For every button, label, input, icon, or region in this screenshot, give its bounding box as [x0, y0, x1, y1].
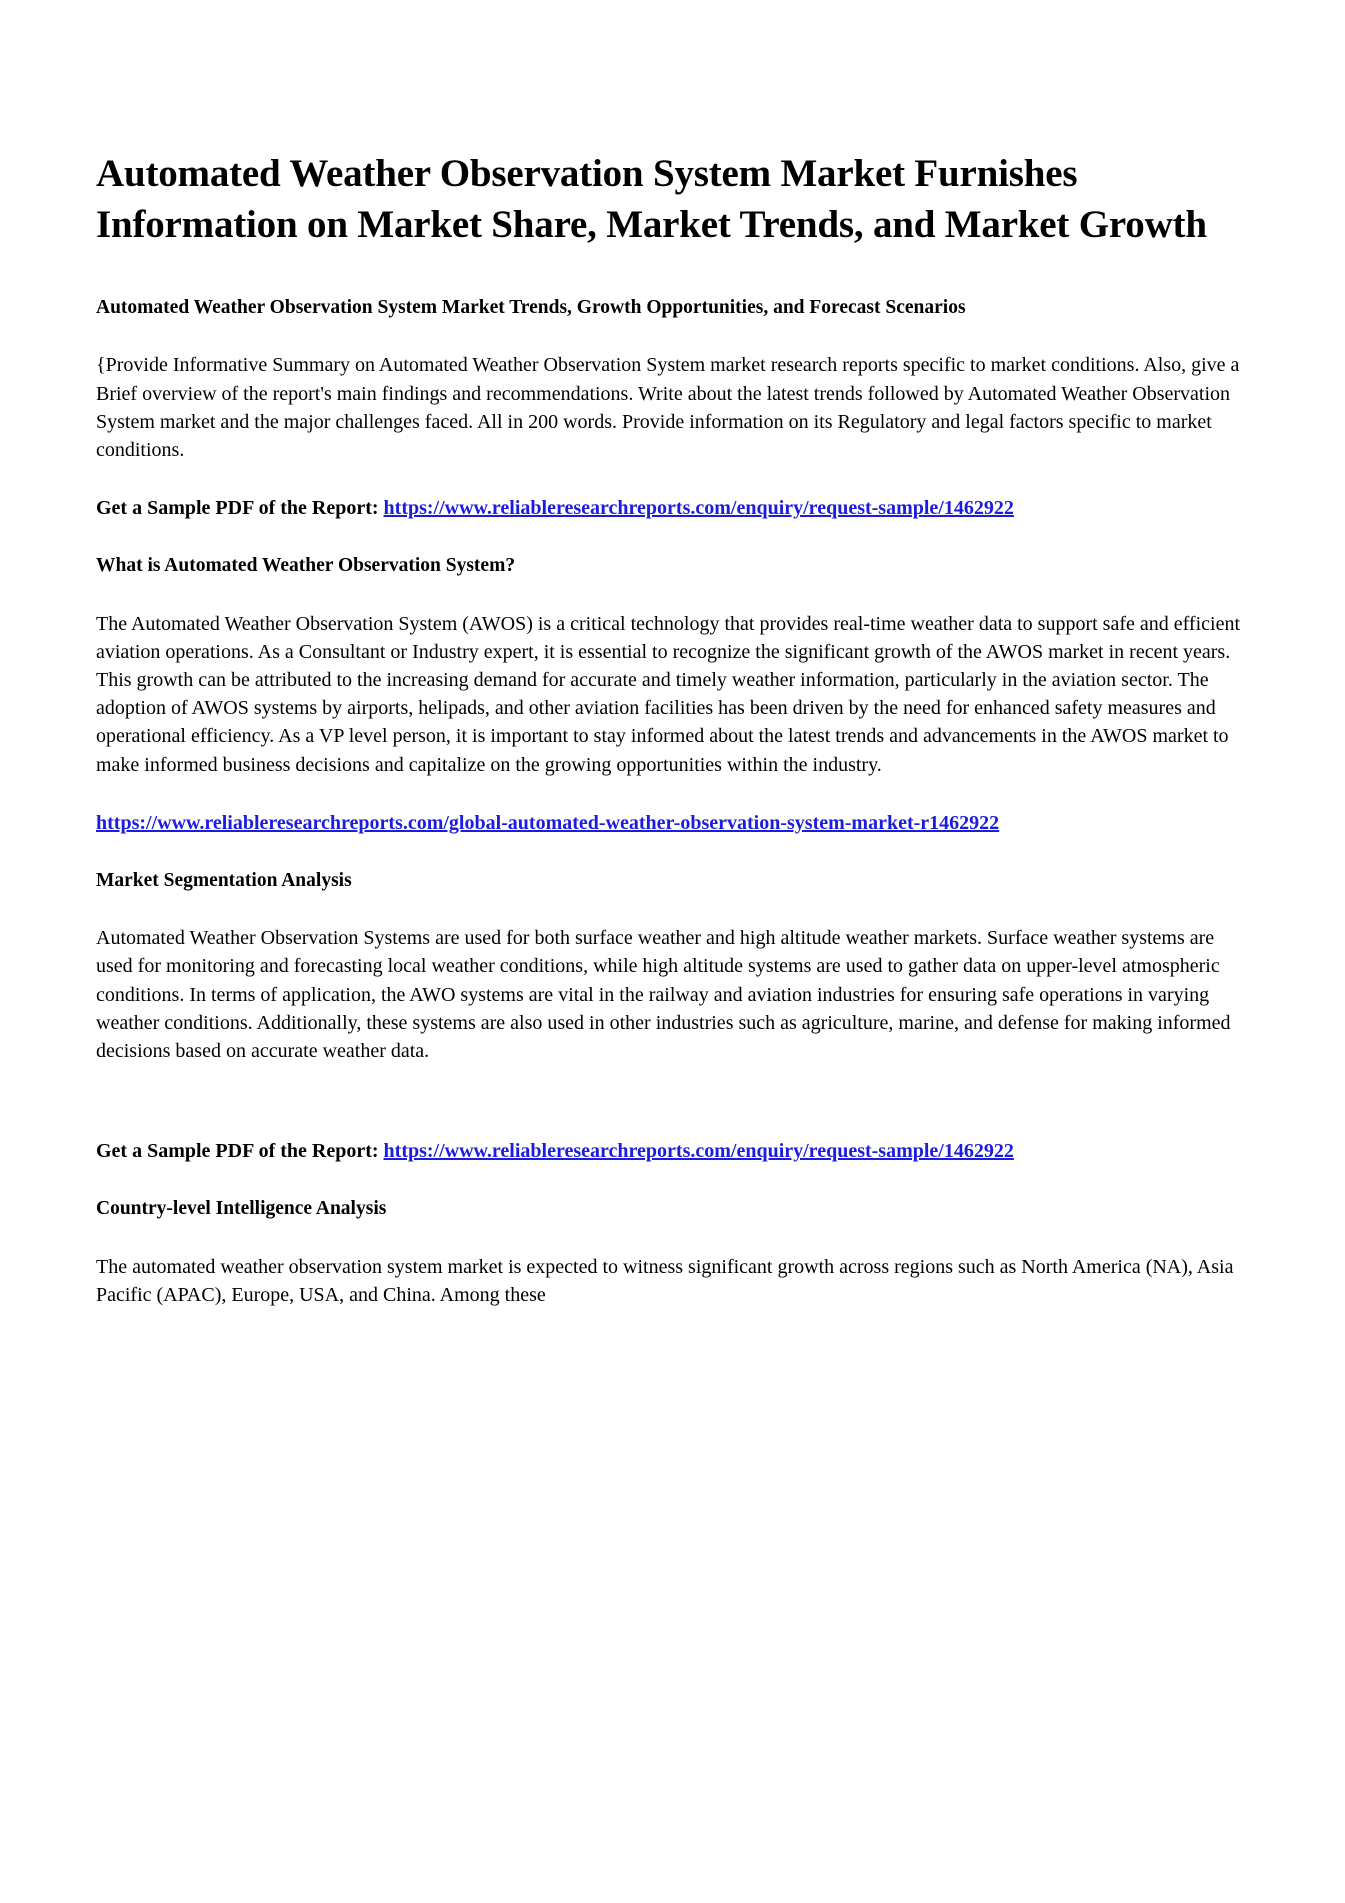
report-url-line: [96, 809, 1249, 837]
section-spacer: [96, 1095, 1249, 1137]
sample-pdf-label-2: Get a Sample PDF of the Report:: [96, 1140, 384, 1163]
sample-pdf-label-1: Get a Sample PDF of the Report:: [96, 497, 384, 520]
report-link[interactable]: https://www.reliableresearchreports.com/global-automated-weather-observation-system-market-r1462922: [96, 811, 1000, 834]
sample-pdf-link-1[interactable]: https://www.reliableresearchreports.com/enquiry/request-sample/1462922: [383, 497, 1014, 520]
what-is-heading: What is Automated Weather Observation System?: [96, 555, 516, 577]
sample-pdf-link-2[interactable]: https://www.reliableresearchreports.com/enquiry/request-sample/1462922: [383, 1140, 1014, 1163]
country-paragraph: The automated weather observation system market is expected to witness significant growth across regions such as North America (NA), Asia Pacific (APAC), Europe, USA, and China. Among these: [96, 1255, 1234, 1306]
what-is-paragraph: The Automated Weather Observation System (AWOS) is a critical technology that provides real-time weather data to support safe and efficient aviation operations. As a Consultant or Industry expert, it is essential to recognize the significant growth of the AWOS market in recent years. This growth can be attributed to the increasing demand for accurate and timely weather information, particularly in the aviation sector. The adoption of AWOS systems by airports, helipads, and other aviation facilities has been driven by the need for enhanced safety measures and operational efficiency. As a VP level person, it is important to stay informed about the latest trends and advancements in the AWOS market to make informed business decisions and capitalize on the growing opportunities within the industry.: [96, 612, 1241, 776]
country-heading: Country-level Intelligence Analysis: [96, 1198, 387, 1220]
summary-paragraph: {Provide Informative Summary on Automated Weather Observation System market research reports specific to market conditions. Also, give a Brief overview of the report's main findings and recommendations. Write about the latest trends followed by Automated Weather Observation System market and the major challenges faced. All in 200 words. Provide information on its Regulatory and legal factors specific to market conditions.: [96, 354, 1240, 462]
segmentation-paragraph: Automated Weather Observation Systems are used for both surface weather and high altitude weather markets. Surface weather systems are used for monitoring and forecasting local weather conditions, while high altitude systems are used to gather data on upper-level atmospheric conditions. In terms of application, the AWO systems are vital in the railway and aviation industries for ensuring safe operations in varying weather conditions. Additionally, these systems are also used in other industries such as agriculture, marine, and defense for making informed decisions based on accurate weather data.: [96, 927, 1231, 1063]
document-subtitle: Automated Weather Observation System Market Trends, Growth Opportunities, and Forecast Scenarios: [96, 296, 966, 318]
page-title: Automated Weather Observation System Market Furnishes Information on Market Share, Market Trends, and Market Growth: [96, 152, 1207, 247]
sample-pdf-line-1: [96, 494, 1249, 522]
segmentation-heading: Market Segmentation Analysis: [96, 870, 352, 891]
sample-pdf-line-2: [96, 1137, 1249, 1165]
